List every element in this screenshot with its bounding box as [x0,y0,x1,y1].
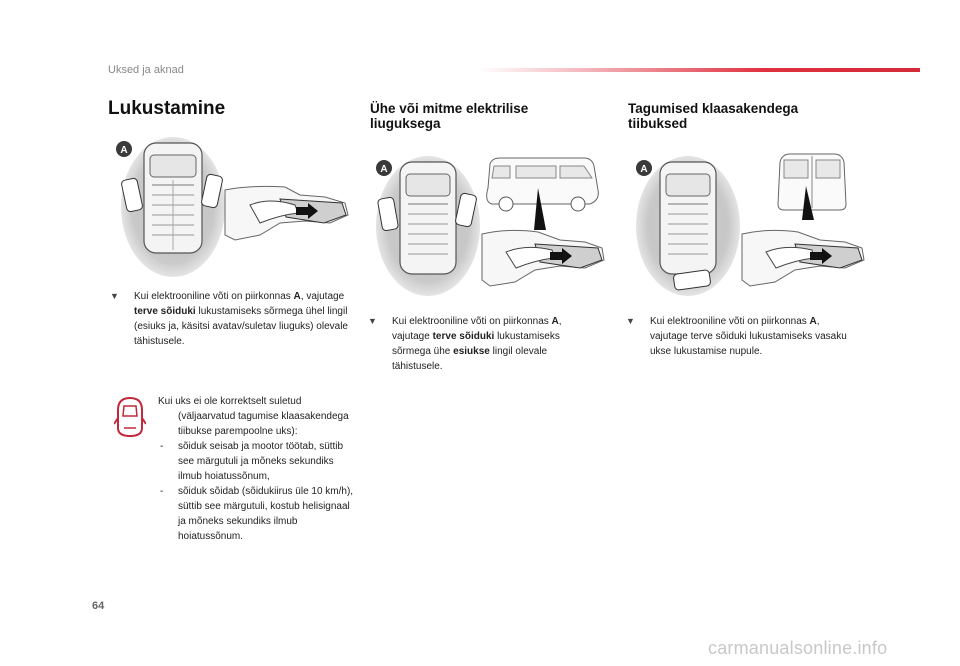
bullet-text-bold: terve sõiduki [134,306,196,317]
title-tiibuksed: Tagumised klaasakendega tiibuksed [628,101,799,131]
door-open-warning-icon [114,396,146,438]
bullet-text-post: lukustamiseks sõrmega ühel lingil (esiuks ja, käsitsi avatav/suletav liuguks) olevale tähistusele. [134,306,348,347]
bullet-col2 [368,314,598,374]
bullet-text-mid2: lukustamiseks sõrmega ühe [392,331,560,357]
warning-item1 [158,439,358,484]
dash: - [160,486,164,497]
bullet-col1 [110,289,350,349]
marker-a-label: A [120,145,128,156]
bullet-text-post: , vajutage terve sõiduki lukustamiseks vasaku ukse lukustamise nupule. [650,316,847,357]
illustration-rear-doors [630,148,875,298]
bullet-text-post: lingil olevale tähistusele. [392,346,548,372]
warning-text [158,394,358,544]
section-title: Uksed ja aknad [108,64,184,76]
page-number: 64 [92,600,105,612]
warning-item2-text: sõiduk sõidab (sõidukiirus üle 10 km/h), süttib see märgutuli, kostub helisignaal ja mõneks sekundiks ilmub hoiatussõnum. [178,486,354,542]
warning-line2: (väljaarvatud tagumise klaasakendega tiibukse parempoolne uks): [178,411,349,437]
illustration-locking-van-top [110,135,360,280]
bullet-text-pre: Kui elektrooniline võti on piirkonnas [650,316,810,327]
bullet-text-bold: terve sõiduki [432,331,495,342]
illustration-sliding-door [370,148,615,298]
hand-on-handle-icon [482,230,604,286]
bullet-zone-label: A [809,316,817,327]
bullet-text-pre: Kui elektrooniline võti on piirkonnas [392,316,552,327]
bullet-text-pre: Kui elektrooniline võti on piirkonnas [134,291,294,302]
title-lukustamine: Lukustamine [108,98,226,119]
warning-item1-text: sõiduk seisab ja mootor töötab, süttib see märgutuli ja mõneks sekundiks ilmub hoiatussõnum, [178,441,344,482]
van-side-view-icon [487,158,599,230]
bullet-text-mid: , vajutage [392,316,562,342]
bullet-text-mid: , vajutage [300,291,345,302]
hand-on-handle-icon [225,186,348,240]
hand-on-handle-icon [742,230,864,286]
bullet-zone-label: A [293,291,301,302]
header-accent-bar [478,68,920,72]
marker-a-label: A [640,164,648,175]
bullet-col3 [626,314,856,359]
bullet-text-bold2: esiukse [453,346,490,357]
warning-item2 [158,484,358,544]
van-rear-view-icon [778,154,846,220]
footer-watermark: carmanualsonline.info [708,638,888,658]
bullet-zone-label: A [551,316,559,327]
bullet-arrow-icon: ▼ [368,316,377,326]
marker-a-label: A [380,164,388,175]
bullet-arrow-icon: ▼ [110,291,119,301]
title-liuguks: Ühe või mitme elektrilise liuguksega [370,101,529,131]
bullet-arrow-icon: ▼ [626,316,635,326]
warning-line1: Kui uks ei ole korrektselt suletud [158,396,302,407]
dash: - [160,441,164,452]
